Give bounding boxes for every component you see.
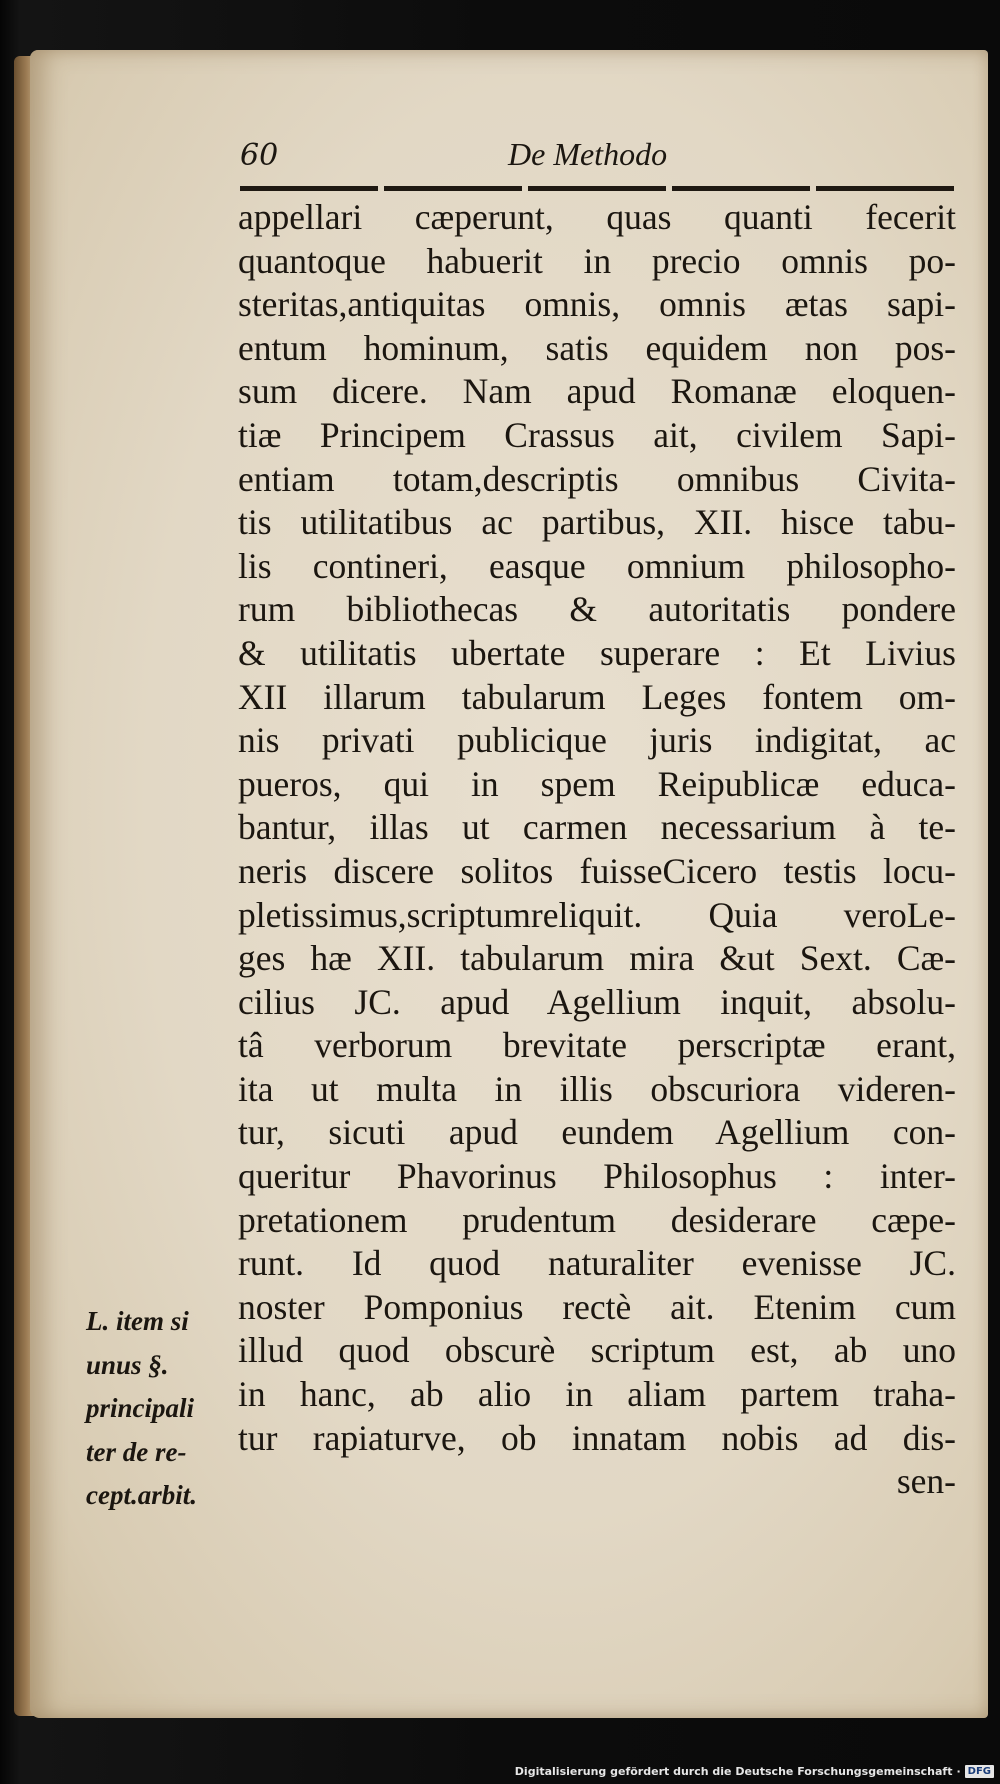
- header-rule: [240, 186, 954, 192]
- text-line: ges hæ XII. tabularum mira &ut Sext. Cæ-: [238, 938, 956, 979]
- text-line: pueros, qui in spem Reipublicæ educa-: [238, 763, 956, 804]
- text-line: tiæ Principem Crassus ait, civilem Sapi-: [238, 414, 956, 455]
- text-line: tâ verborum brevitate perscriptæ erant,: [238, 1025, 956, 1066]
- text-line: queritur Phavorinus Philosophus : inter-: [238, 1156, 956, 1197]
- credit-text: Digitalisierung gefördert durch die Deutsche Forschungsgemeinschaft: [514, 1764, 953, 1778]
- text-line: in hanc, ab alio in aliam partem traha-: [238, 1374, 956, 1415]
- text-line: pletissimus,scriptumreliquit. Quia veroLe-: [238, 894, 956, 935]
- text-line: appellari cæperunt, quas quanti fecerit: [238, 197, 956, 237]
- text-line: tur, sicuti apud eundem Agellium con-: [238, 1112, 956, 1153]
- marginal-note-line: ter de re-: [86, 1436, 187, 1467]
- marginal-note-line: unus §.: [86, 1349, 169, 1380]
- text-line: runt. Id quod naturaliter evenisse JC.: [238, 1243, 956, 1284]
- catchword: sen-: [896, 1461, 956, 1502]
- text-line: entum hominum, satis equidem non pos-: [238, 327, 956, 368]
- text-line: illud quod obscurè scriptum est, ab uno: [238, 1330, 956, 1371]
- credit-separator: ·: [956, 1764, 961, 1778]
- text-line: pretationem prudentum desiderare cæpe-: [238, 1199, 956, 1240]
- body-text: [238, 196, 956, 1504]
- text-line: lis contineri, easque omnium philosopho-: [238, 545, 956, 586]
- running-head-title: De Methodo: [508, 136, 668, 172]
- text-line: noster Pomponius rectè ait. Etenim cum: [238, 1286, 956, 1327]
- marginal-note-line: L. item si: [86, 1306, 189, 1336]
- text-line: steritas,antiquitas omnis, omnis ætas sapi-: [238, 284, 956, 325]
- text-line: rum bibliothecas & autoritatis pondere: [238, 589, 956, 630]
- marginal-note-line: principali: [86, 1393, 195, 1424]
- marginal-note: [86, 1300, 236, 1518]
- text-line: entiam totam,descriptis omnibus Civita-: [238, 458, 956, 499]
- dfg-logo: DFG: [965, 1765, 994, 1778]
- text-line: tur rapiaturve, ob innatam nobis ad dis-: [238, 1417, 956, 1458]
- page-number: 60: [240, 138, 279, 173]
- text-line: quantoque habuerit in precio omnis po-: [238, 240, 956, 281]
- text-line: neris discere solitos fuisseCicero testis locu-: [238, 850, 956, 891]
- text-line: sum dicere. Nam apud Romanæ eloquen-: [238, 371, 956, 412]
- text-line: XII illarum tabularum Leges fontem om-: [238, 676, 956, 717]
- digitization-credit: [515, 1760, 994, 1782]
- running-head: [240, 138, 960, 184]
- text-line: & utilitatis ubertate superare : Et Livius: [238, 632, 956, 673]
- text-line: ita ut multa in illis obscuriora videren-: [238, 1068, 956, 1109]
- text-line: tis utilitatibus ac partibus, XII. hisce tabu-: [238, 502, 956, 543]
- text-line: nis privati publicique juris indigitat, ac: [238, 720, 956, 761]
- text-line: cilius JC. apud Agellium inquit, absolu-: [238, 981, 956, 1022]
- marginal-note-line: cept.arbit.: [86, 1480, 197, 1511]
- text-line: bantur, illas ut carmen necessarium à te-: [238, 807, 956, 848]
